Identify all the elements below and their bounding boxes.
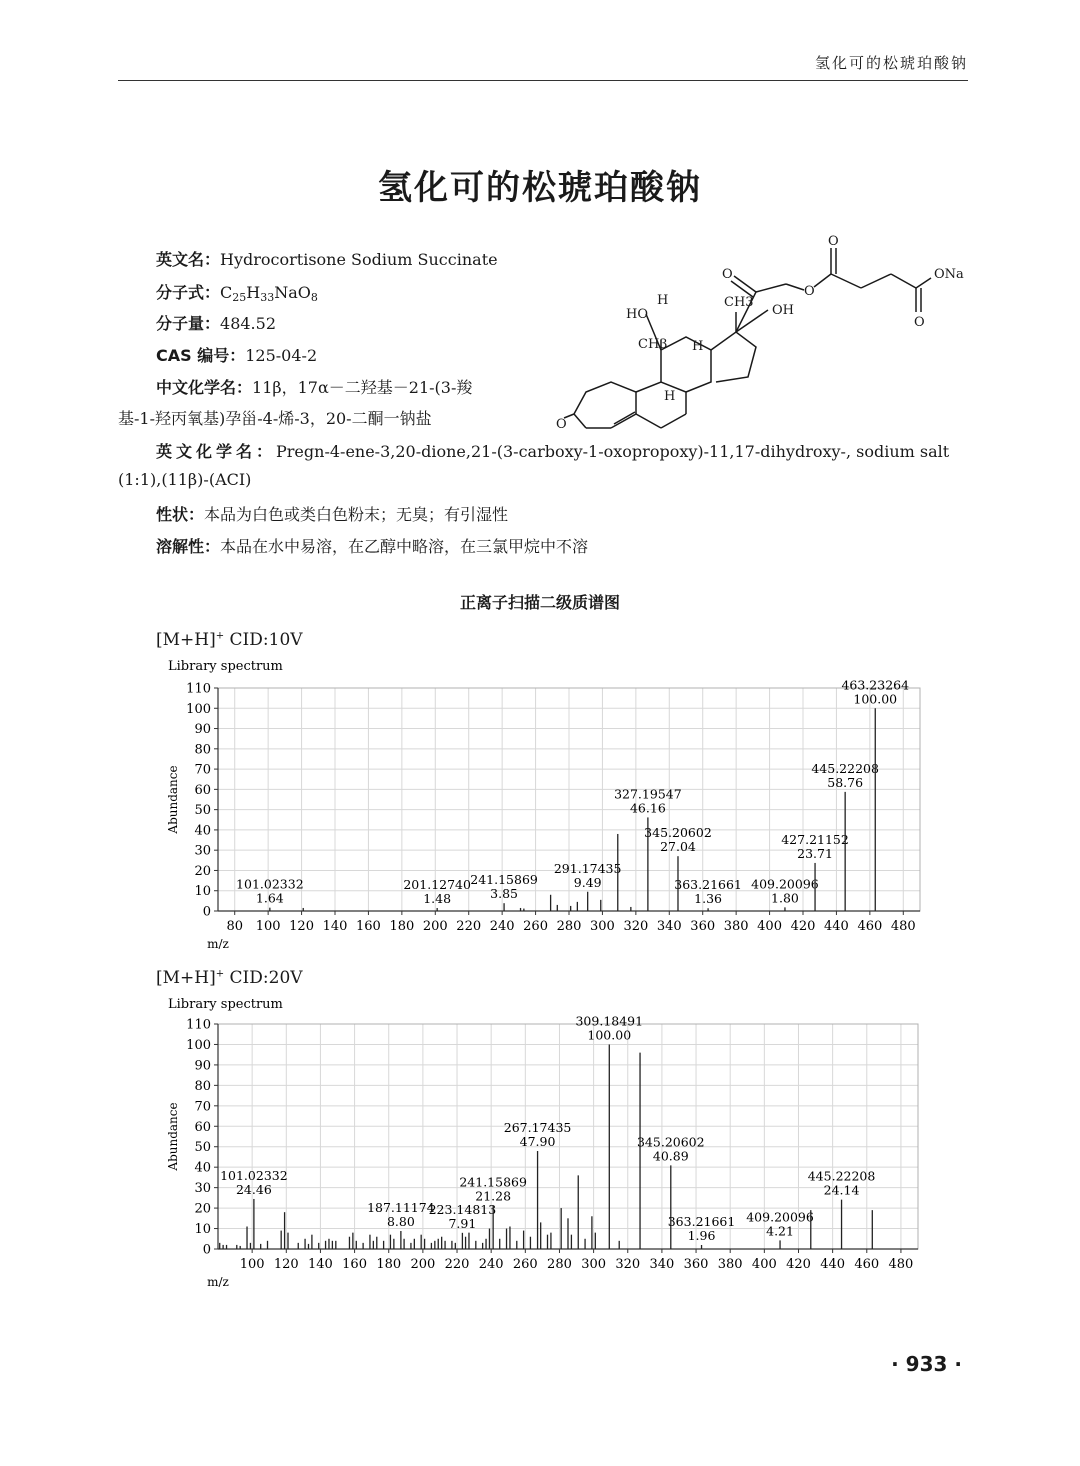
chart-subtitle: Library spectrum: [168, 659, 283, 674]
y-axis-label: Abundance: [166, 1102, 180, 1171]
solubility-label: 溶解性：: [156, 537, 221, 556]
spectrum2-title: [M+H]+ CID:20V: [156, 968, 303, 988]
label-oh17: OH: [772, 303, 794, 318]
peak-label-abundance: 1.36: [694, 891, 723, 907]
cas-row: [156, 343, 317, 366]
x-tick-label: 240: [489, 919, 515, 934]
mw-row: [156, 311, 276, 334]
label-ch3-18: CH3: [724, 295, 754, 310]
x-tick-label: 360: [690, 919, 716, 934]
x-tick-label: 380: [723, 919, 749, 934]
x-tick-label: 480: [888, 1257, 914, 1272]
y-tick-label: 30: [194, 1181, 211, 1197]
x-tick-label: 160: [342, 1257, 367, 1272]
peak-label-abundance: 27.04: [660, 839, 696, 855]
formula-value: C25H33NaO8: [220, 283, 318, 304]
en-chem-label: 英文化学名：: [156, 442, 277, 461]
y-tick-label: 0: [202, 1242, 211, 1258]
x-tick-label: 440: [820, 1257, 846, 1272]
x-tick-label: 300: [590, 919, 615, 934]
peak-label-abundance: 8.80: [386, 1214, 415, 1229]
mw-value: 484.52: [220, 314, 276, 333]
peak-label-mz: 291.17435: [553, 860, 622, 876]
peak-label-abundance: 24.14: [823, 1182, 860, 1198]
peak-label-mz: 187.11174: [367, 1200, 435, 1215]
spectrum1-title: [M+H]+ CID:10V: [156, 630, 303, 650]
peak-label-mz: 445.22208: [811, 760, 879, 776]
peak-label-mz: 101.02332: [220, 1167, 288, 1183]
x-tick-label: 340: [649, 1257, 675, 1272]
peak-label-mz: 241.15869: [459, 1174, 527, 1190]
english-name-value: Hydrocortisone Sodium Succinate: [220, 250, 498, 269]
label-o-ester: O: [804, 284, 815, 299]
x-tick-label: 340: [656, 919, 682, 934]
y-tick-label: 110: [186, 681, 211, 697]
peak-label-mz: 463.23264: [841, 677, 910, 693]
en-chem-row: [156, 439, 949, 462]
cn-chem-line2: 基-1-羟丙氧基)孕甾-4-烯-3，20-二酮一钠盐: [118, 409, 432, 428]
cn-chem-row: [156, 375, 472, 398]
peak-label-abundance: 7.91: [448, 1215, 477, 1231]
peak-label-mz: 201.12740: [403, 876, 471, 892]
page-number: · 933 ·: [891, 1352, 962, 1376]
y-tick-label: 60: [194, 782, 211, 798]
label-ho: HO: [626, 307, 648, 322]
label-h8: H: [692, 339, 704, 354]
x-tick-label: 400: [751, 1257, 777, 1272]
label-o3: O: [556, 417, 567, 432]
x-tick-label: 420: [786, 1257, 811, 1272]
peak-label-abundance: 46.16: [629, 800, 666, 816]
cas-label: CAS 编号：: [156, 346, 246, 365]
x-tick-label: 200: [410, 1257, 436, 1272]
english-name-row: [156, 247, 498, 270]
peak-label-abundance: 1.48: [423, 890, 452, 906]
appearance-row: [156, 502, 508, 525]
x-axis-label: m/z: [207, 1275, 229, 1289]
peak-label-abundance: 4.21: [766, 1223, 794, 1239]
peak-label-mz: 363.21661: [674, 877, 742, 893]
peak-label-abundance: 1.96: [687, 1227, 716, 1243]
peak-label-mz: 345.20602: [636, 1134, 705, 1150]
y-tick-label: 90: [194, 722, 211, 738]
x-tick-label: 220: [444, 1257, 470, 1272]
peak-label-abundance: 9.49: [573, 874, 602, 890]
appearance-value: 本品为白色或类白色粉末；无臭；有引湿性: [204, 505, 509, 524]
x-tick-label: 300: [581, 1257, 607, 1272]
x-tick-label: 180: [389, 919, 415, 934]
cn-chem-line1: 11β，17α－二羟基－21-(3-羧: [252, 378, 473, 397]
y-tick-label: 40: [194, 1160, 211, 1176]
peak-label-abundance: 100.00: [587, 1027, 632, 1043]
label-o-top: O: [828, 234, 839, 249]
x-tick-label: 100: [255, 919, 281, 934]
peak-label-abundance: 3.85: [490, 886, 519, 902]
spectrum-chart-10v: [150, 655, 930, 955]
y-tick-label: 70: [194, 1099, 211, 1115]
peak-label-mz: 363.21661: [667, 1213, 736, 1229]
x-tick-label: 180: [376, 1257, 402, 1272]
label-o-ketone: O: [722, 267, 733, 282]
peak-label-abundance: 58.76: [827, 774, 864, 790]
peak-label-abundance: 21.28: [475, 1188, 512, 1204]
y-tick-label: 80: [194, 1078, 211, 1094]
x-tick-label: 120: [273, 1257, 299, 1272]
x-tick-label: 160: [356, 919, 381, 934]
peak-label-mz: 345.20602: [644, 825, 712, 841]
peak-label-abundance: 47.90: [519, 1134, 556, 1150]
x-tick-label: 440: [824, 919, 849, 934]
y-tick-label: 0: [202, 904, 211, 920]
peak-label-abundance: 1.64: [255, 890, 284, 906]
peak-label-mz: 327.19547: [614, 786, 682, 802]
peak-label-mz: 409.20096: [751, 876, 819, 892]
formula-label: 分子式：: [156, 283, 221, 302]
x-tick-label: 420: [790, 919, 816, 934]
peak-label-mz: 267.17435: [503, 1120, 572, 1136]
y-tick-label: 100: [186, 701, 211, 717]
y-tick-label: 90: [194, 1058, 211, 1074]
running-head: 氢化可的松琥珀酸钠: [814, 54, 968, 72]
appearance-label: 性状：: [156, 505, 205, 524]
x-tick-label: 260: [523, 919, 548, 934]
x-tick-label: 220: [456, 919, 482, 934]
solubility-value: 本品在水中易溶，在乙醇中略溶，在三氯甲烷中不溶: [220, 537, 589, 556]
x-tick-label: 140: [322, 919, 348, 934]
label-o-carboxyl: O: [914, 315, 925, 330]
peak-label-mz: 101.02332: [236, 876, 304, 892]
y-tick-label: 20: [194, 863, 211, 879]
mw-label: 分子量：: [156, 314, 221, 333]
english-name-label: 英文名：: [156, 250, 221, 269]
x-tick-label: 120: [289, 919, 314, 934]
x-tick-label: 200: [422, 919, 448, 934]
y-tick-label: 60: [194, 1119, 211, 1135]
x-tick-label: 280: [547, 1257, 572, 1272]
x-tick-label: 460: [857, 919, 883, 934]
y-tick-label: 110: [186, 1017, 211, 1033]
x-tick-label: 380: [717, 1257, 743, 1272]
peak-label-mz: 241.15869: [470, 872, 538, 888]
x-tick-label: 100: [239, 1257, 265, 1272]
solubility-row: [156, 534, 588, 557]
y-tick-label: 100: [186, 1037, 211, 1053]
peak-label-mz: 223.14813: [428, 1201, 497, 1217]
x-tick-label: 400: [757, 919, 782, 934]
x-tick-label: 460: [854, 1257, 880, 1272]
formula-row: [156, 280, 318, 304]
en-chem-line2: (1:1),(11β)-(ACI): [118, 470, 252, 489]
label-ch3-19: CH3: [638, 337, 668, 352]
peak-label-mz: 409.20096: [746, 1209, 814, 1225]
peak-label-mz: 427.21152: [781, 831, 849, 847]
peak-label-abundance: 1.80: [771, 890, 799, 906]
chart-subtitle: Library spectrum: [168, 997, 283, 1012]
peak-label-abundance: 24.46: [235, 1181, 272, 1197]
peak-label-abundance: 100.00: [853, 691, 898, 707]
y-tick-label: 30: [194, 843, 211, 859]
peak-label-mz: 445.22208: [807, 1168, 876, 1184]
y-tick-label: 20: [194, 1201, 211, 1217]
y-tick-label: 10: [194, 884, 211, 900]
x-axis-label: m/z: [207, 937, 229, 951]
y-tick-label: 70: [194, 762, 211, 778]
peak-label-mz: 309.18491: [575, 1013, 644, 1029]
x-tick-label: 140: [308, 1257, 333, 1272]
x-tick-label: 320: [615, 1257, 641, 1272]
label-h11: H: [657, 293, 669, 308]
label-h9: H: [664, 389, 676, 404]
peak-label-abundance: 23.71: [797, 845, 833, 861]
x-tick-label: 240: [478, 1257, 504, 1272]
section-title: 正离子扫描二级质谱图: [459, 593, 620, 612]
y-tick-label: 40: [194, 823, 211, 839]
peak-label-abundance: 40.89: [652, 1148, 689, 1164]
x-tick-label: 80: [226, 919, 243, 934]
x-tick-label: 280: [556, 919, 582, 934]
header-rule: [118, 80, 968, 81]
page-title: 氢化可的松琥珀酸钠: [378, 168, 702, 208]
y-tick-label: 10: [194, 1222, 211, 1238]
cn-chem-label: 中文化学名：: [156, 378, 253, 397]
en-chem-line1: Pregn-4-ene-3,20-dione,21-(3-carboxy-1-oxopropoxy)-11,17-dihydroxy-, sodium salt: [276, 442, 950, 461]
spectrum-chart-20v: [150, 993, 930, 1293]
x-tick-label: 480: [890, 919, 916, 934]
x-tick-label: 260: [512, 1257, 538, 1272]
cas-value: 125-04-2: [245, 346, 318, 365]
label-ona: ONa: [934, 267, 964, 282]
x-tick-label: 360: [683, 1257, 709, 1272]
y-tick-label: 50: [194, 803, 211, 819]
y-axis-label: Abundance: [166, 765, 180, 834]
structural-formula: [556, 232, 976, 432]
x-tick-label: 320: [623, 919, 649, 934]
y-tick-label: 50: [194, 1140, 211, 1156]
y-tick-label: 80: [194, 742, 211, 758]
